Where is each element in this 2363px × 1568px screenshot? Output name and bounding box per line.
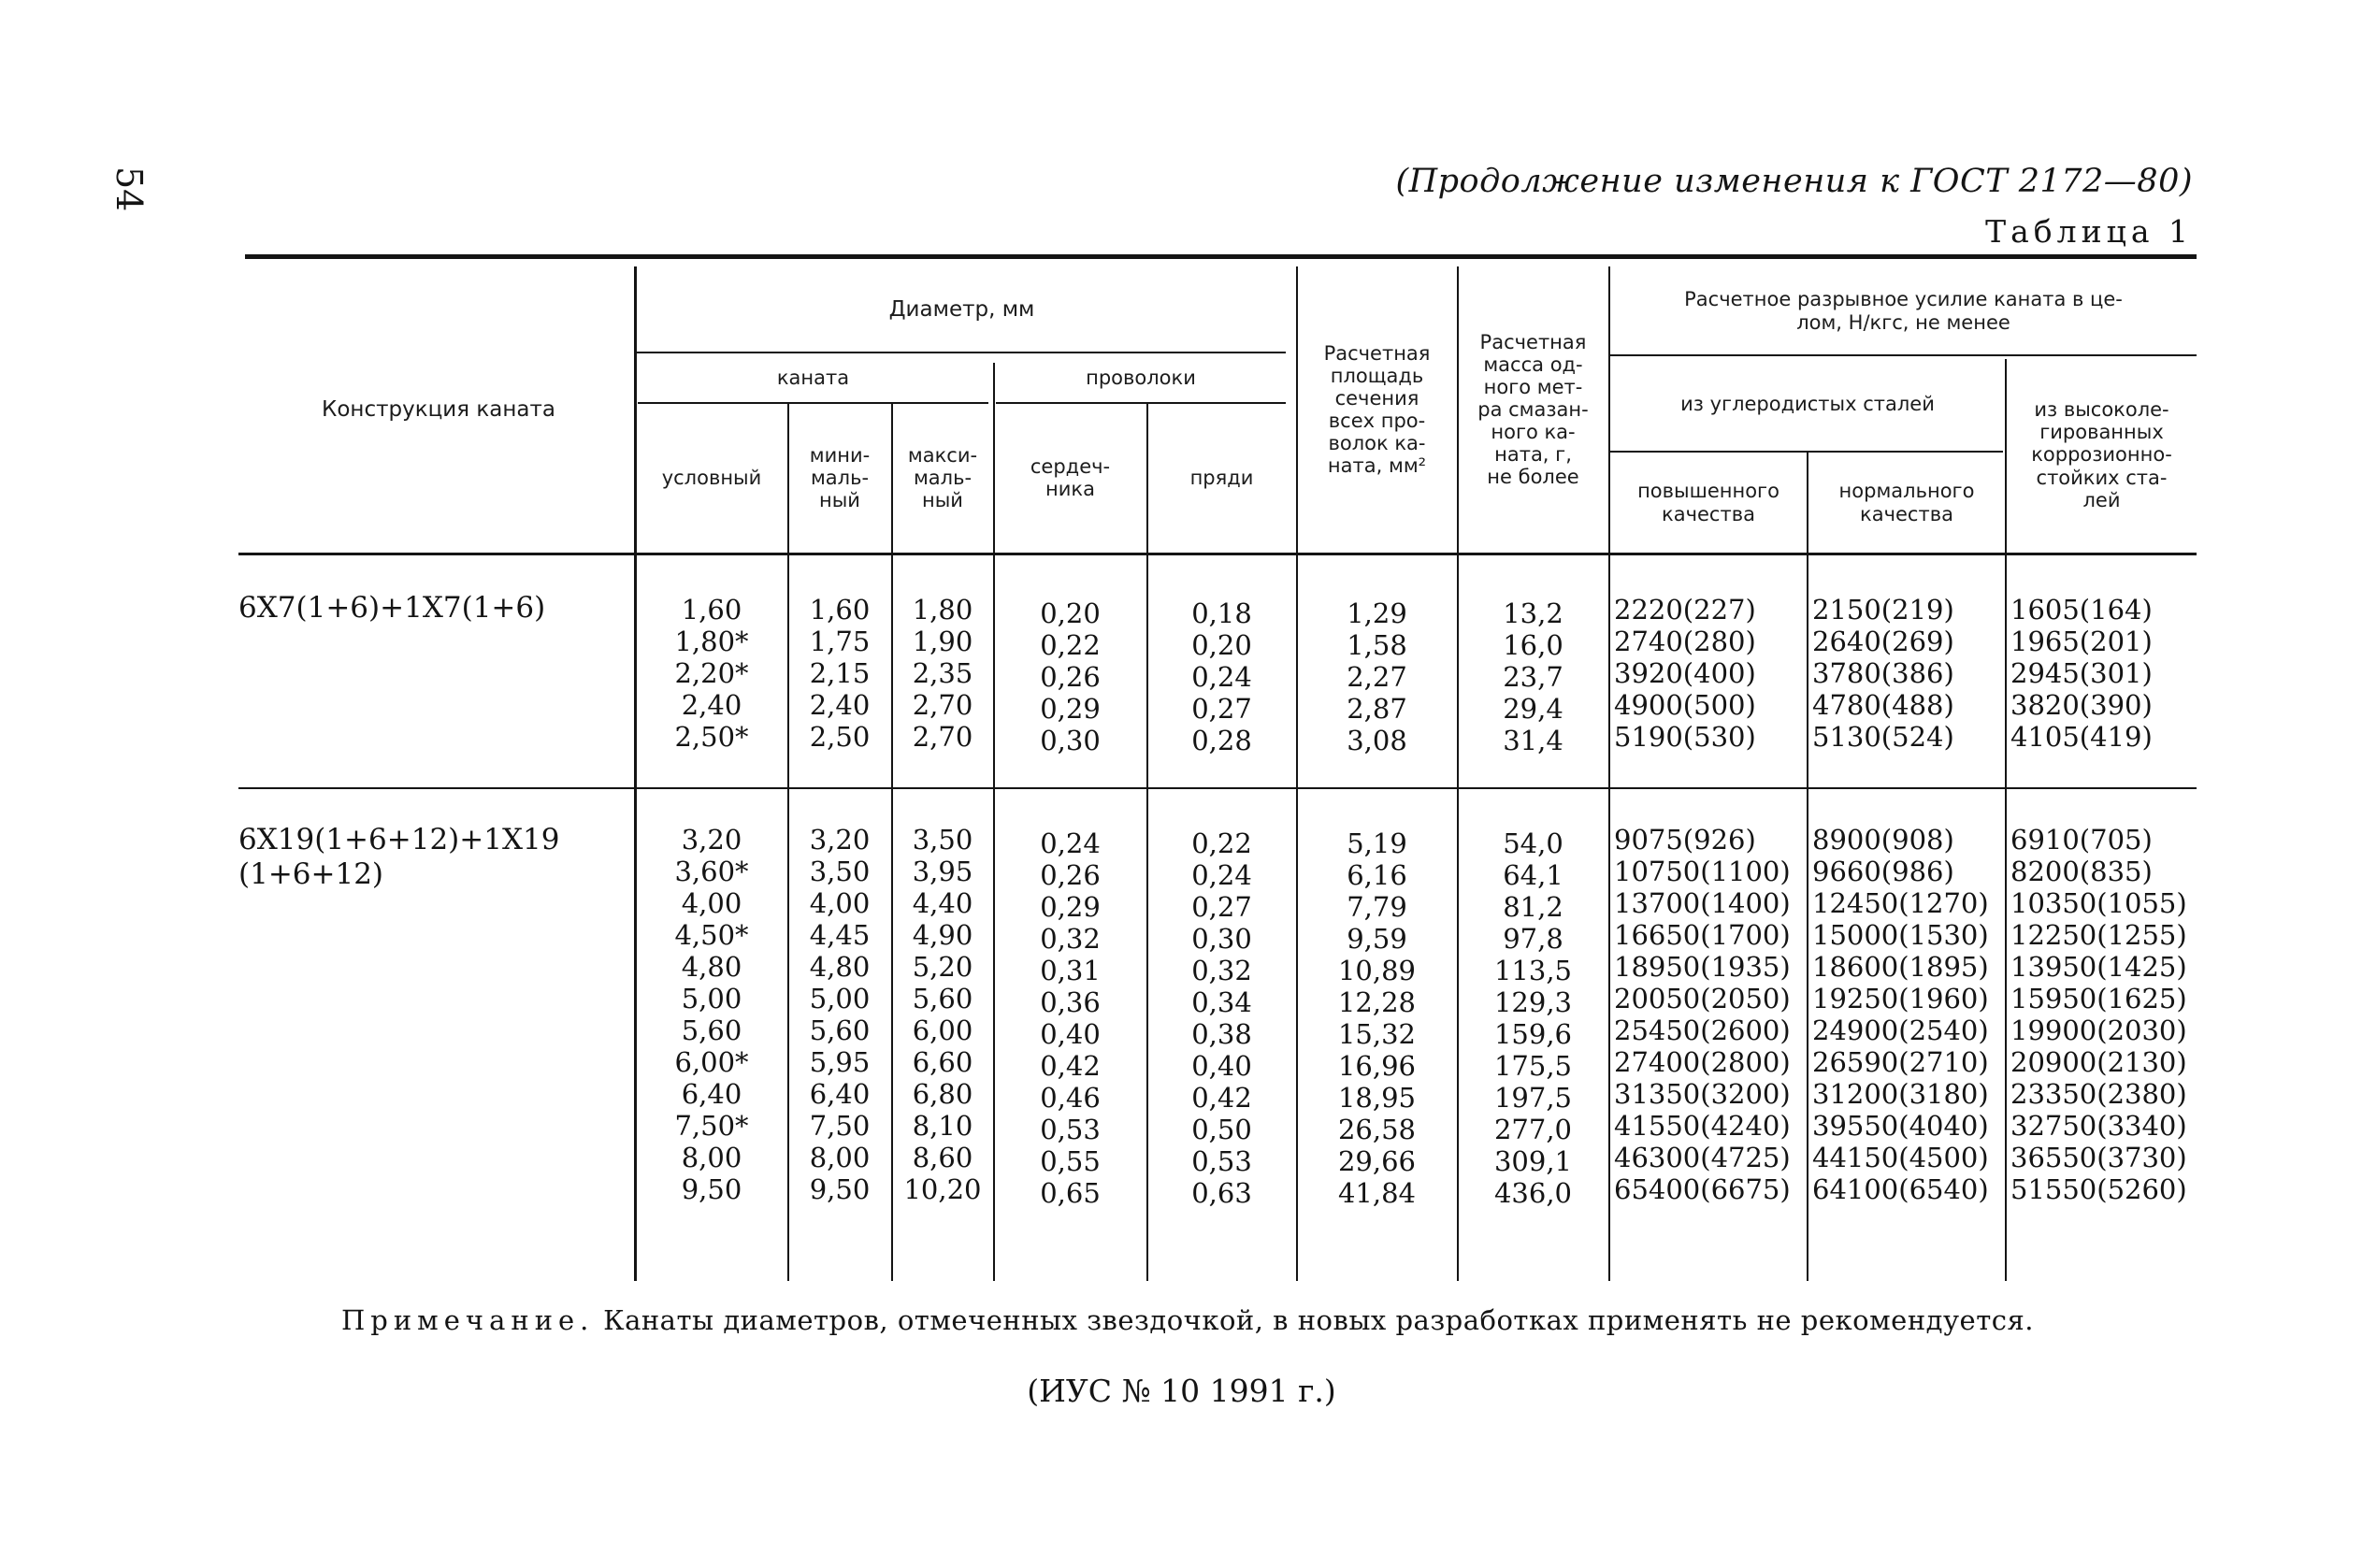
table-cell: 9,50	[681, 1173, 742, 1205]
table-cell: 31350(3200)	[1614, 1078, 1791, 1110]
col-core	[996, 827, 1145, 1209]
col-normal-quality	[1812, 824, 2003, 1205]
table-cell: 1,58	[1347, 629, 1407, 661]
table-cell: 19900(2030)	[2010, 1014, 2187, 1046]
table-cell: 8200(835)	[2010, 856, 2153, 887]
vline	[1457, 266, 1459, 1281]
table-cell: 0,24	[1191, 661, 1252, 693]
col-strand	[1149, 827, 1294, 1209]
rule-diameter	[636, 352, 1286, 353]
table-cell: 2,20*	[674, 657, 749, 689]
col-nominal	[638, 824, 785, 1205]
header-carbon: из углеродистых сталей	[1680, 392, 1935, 415]
table-cell: 2,87	[1347, 693, 1407, 725]
table-cell: 16,96	[1337, 1050, 1417, 1082]
table-cell: 3820(390)	[2010, 689, 2153, 721]
table-cell: 8,00	[809, 1142, 871, 1173]
table-cell: 29,66	[1337, 1145, 1417, 1177]
table-cell: 1,60	[809, 594, 871, 626]
table-cell: 2945(301)	[2010, 657, 2153, 689]
table-cell: 0,24	[1040, 827, 1101, 859]
table-cell: 0,18	[1191, 597, 1252, 629]
rule-wire	[996, 402, 1286, 404]
header-strand: пряди	[1189, 466, 1254, 489]
table-cell: 4,40	[912, 887, 973, 919]
col-mass	[1460, 827, 1607, 1209]
col-core	[996, 597, 1145, 756]
header-diameter: Диаметр, мм	[888, 296, 1035, 322]
table-cell: 0,40	[1040, 1018, 1101, 1050]
table-cell: 0,31	[1040, 955, 1101, 986]
table-cell: 4,90	[912, 919, 973, 951]
table-cell: 9075(926)	[1614, 824, 1756, 856]
continuation-heading: (Продолжение изменения к ГОСТ 2172—80)	[1395, 163, 2193, 200]
table-cell: 6,00*	[674, 1046, 749, 1078]
header-construction: Конструкция каната	[322, 396, 555, 422]
table-cell: 3,95	[912, 856, 973, 887]
table-cell: 1,80*	[674, 626, 749, 657]
table-cell: 5,20	[912, 951, 973, 983]
table-cell: 6910(705)	[2010, 824, 2153, 856]
table-cell: 6,16	[1347, 859, 1407, 891]
table-cell: 4,00	[681, 887, 742, 919]
table-cell: 4,00	[809, 887, 871, 919]
table-cell: 12450(1270)	[1812, 887, 1989, 919]
table-cell: 31200(3180)	[1812, 1078, 1989, 1110]
table-cell: 20050(2050)	[1614, 983, 1791, 1014]
table-cell: 13700(1400)	[1614, 887, 1791, 919]
table-cell: 8,60	[912, 1142, 973, 1173]
col-normal-quality	[1812, 594, 2003, 753]
table-cell: 29,4	[1503, 693, 1563, 725]
table-cell: 5,60	[809, 1014, 871, 1046]
header-nominal: условный	[661, 466, 762, 489]
table-cell: 1,80	[912, 594, 973, 626]
table-cell: 1,90	[912, 626, 973, 657]
col-area	[1299, 827, 1455, 1209]
table-cell: 32750(3340)	[2010, 1110, 2187, 1142]
vline	[891, 404, 893, 1281]
col-alloy	[2010, 824, 2195, 1205]
table-cell: 6,40	[809, 1078, 871, 1110]
table-cell: 64,1	[1503, 859, 1563, 891]
table-cell: 8,10	[912, 1110, 973, 1142]
table-cell: 1,75	[809, 626, 871, 657]
table-cell: 4,50*	[674, 919, 749, 951]
table-cell: 5190(530)	[1614, 721, 1756, 753]
table-cell: 10,89	[1337, 955, 1417, 986]
table-cell: 0,26	[1040, 859, 1101, 891]
table-cell: 4780(488)	[1812, 689, 1954, 721]
footnote-lead: Примечание.	[341, 1304, 595, 1336]
table-cell: 1965(201)	[2010, 626, 2153, 657]
table-cell: 2220(227)	[1614, 594, 1756, 626]
table-cell: 3,50	[809, 856, 871, 887]
rule-force	[1610, 354, 2197, 356]
header-minimal: мини- маль- ный	[809, 443, 871, 512]
table-cell: 26590(2710)	[1812, 1046, 1989, 1078]
table-cell: 0,55	[1040, 1145, 1101, 1177]
table-cell: 10750(1100)	[1614, 856, 1791, 887]
header-mass: Расчетная масса од- ного мет- ра смазан- ного ка- ната, г, не более	[1477, 330, 1589, 489]
table-cell: 3780(386)	[1812, 657, 1954, 689]
table-cell: 36550(3730)	[2010, 1142, 2187, 1173]
table-cell: 5,19	[1347, 827, 1407, 859]
table-cell: 24900(2540)	[1812, 1014, 1989, 1046]
table-cell: 1605(164)	[2010, 594, 2153, 626]
table-cell: 10,20	[903, 1173, 982, 1205]
table-cell: 19250(1960)	[1812, 983, 1989, 1014]
table-cell: 6,00	[912, 1014, 973, 1046]
table-cell: 16650(1700)	[1614, 919, 1791, 951]
table-cell: 0,36	[1040, 986, 1101, 1018]
table-cell: 0,53	[1040, 1114, 1101, 1145]
table-cell: 0,30	[1191, 923, 1252, 955]
table-cell: 2740(280)	[1614, 626, 1756, 657]
table-cell: 64100(6540)	[1812, 1173, 1989, 1205]
table-cell: 15,32	[1337, 1018, 1417, 1050]
table-cell: 18950(1935)	[1614, 951, 1791, 983]
table-cell: 0,20	[1040, 597, 1101, 629]
table-cell: 0,42	[1040, 1050, 1101, 1082]
table-cell: 26,58	[1337, 1114, 1417, 1145]
header-alloy: из высоколе- гированных коррозионно- стойких ста- лей	[2031, 398, 2172, 511]
page-number: 54	[108, 166, 150, 212]
table-cell: 10350(1055)	[2010, 887, 2187, 919]
table-cell: 97,8	[1503, 923, 1563, 955]
table-cell: 2,40	[809, 689, 871, 721]
col-nominal	[638, 594, 785, 753]
table-footnote	[341, 1304, 2034, 1336]
table-cell: 9660(986)	[1812, 856, 1954, 887]
header-bottom-rule	[238, 553, 2197, 555]
table-cell: 51550(5260)	[2010, 1173, 2187, 1205]
table-cell: 13,2	[1503, 597, 1563, 629]
header-rope: каната	[776, 366, 850, 389]
table-cell: 2,50	[809, 721, 871, 753]
table-cell: 2,50*	[674, 721, 749, 753]
table-cell: 0,40	[1191, 1050, 1252, 1082]
construction-label: 6X19(1+6+12)+1X19 (1+6+12)	[238, 823, 560, 892]
table-cell: 129,3	[1493, 986, 1573, 1018]
table-cell: 2,15	[809, 657, 871, 689]
table-cell: 20900(2130)	[2010, 1046, 2187, 1078]
vline	[1608, 266, 1610, 1281]
table-cell: 436,0	[1493, 1177, 1573, 1209]
table-cell: 9,59	[1347, 923, 1407, 955]
col-maximal	[894, 824, 991, 1205]
table-cell: 175,5	[1493, 1050, 1573, 1082]
table-cell: 15950(1625)	[2010, 983, 2187, 1014]
vline	[1296, 266, 1298, 1281]
col-strand	[1149, 597, 1294, 756]
table-cell: 12250(1255)	[2010, 919, 2187, 951]
table-cell: 6,80	[912, 1078, 973, 1110]
table-cell: 8,00	[681, 1142, 742, 1173]
table-cell: 23,7	[1503, 661, 1563, 693]
header-high-quality: повышенного качества	[1637, 480, 1779, 525]
table-cell: 41550(4240)	[1614, 1110, 1791, 1142]
table-cell: 0,30	[1040, 725, 1101, 756]
table-cell: 31,4	[1503, 725, 1563, 756]
table-cell: 5130(524)	[1812, 721, 1954, 753]
table-cell: 13950(1425)	[2010, 951, 2187, 983]
table-cell: 8900(908)	[1812, 824, 1954, 856]
table-cell: 0,28	[1191, 725, 1252, 756]
table-cell: 2,40	[681, 689, 742, 721]
table-cell: 4,45	[809, 919, 871, 951]
header-wire: проволоки	[1086, 366, 1196, 389]
table-cell: 277,0	[1493, 1114, 1573, 1145]
table-cell: 25450(2600)	[1614, 1014, 1791, 1046]
table-cell: 23350(2380)	[2010, 1078, 2187, 1110]
table-cell: 9,50	[809, 1173, 871, 1205]
table-cell: 6,60	[912, 1046, 973, 1078]
table-cell: 4,80	[681, 951, 742, 983]
col-area	[1299, 597, 1455, 756]
table-cell: 3920(400)	[1614, 657, 1756, 689]
table-cell: 5,60	[912, 983, 973, 1014]
table-cell: 0,29	[1040, 891, 1101, 923]
table-cell: 18,95	[1337, 1082, 1417, 1114]
table-cell: 44150(4500)	[1812, 1142, 1989, 1173]
table-cell: 2,70	[912, 721, 973, 753]
table-cell: 1,29	[1347, 597, 1407, 629]
table-cell: 0,38	[1191, 1018, 1252, 1050]
col-minimal	[790, 824, 889, 1205]
col-high-quality	[1614, 824, 1805, 1205]
group-separator	[238, 787, 2197, 789]
table-cell: 39550(4040)	[1812, 1110, 1989, 1142]
table-cell: 4900(500)	[1614, 689, 1756, 721]
table-cell: 7,50*	[674, 1110, 749, 1142]
table-cell: 3,08	[1347, 725, 1407, 756]
table-cell: 5,00	[809, 983, 871, 1014]
table-cell: 4105(419)	[2010, 721, 2153, 753]
col-maximal	[894, 594, 991, 753]
footnote-text: Канаты диаметров, отмеченных звездочкой, в новых разработках применять не рекомендуется.	[603, 1304, 2035, 1336]
ius-reference: (ИУС № 10 1991 г.)	[1027, 1373, 1336, 1409]
table-cell: 2150(219)	[1812, 594, 1954, 626]
table-cell: 1,60	[681, 594, 742, 626]
table-cell: 0,22	[1191, 827, 1252, 859]
header-maximal: макси- маль- ный	[907, 443, 978, 512]
table-cell: 5,95	[809, 1046, 871, 1078]
table-cell: 2,35	[912, 657, 973, 689]
table-cell: 113,5	[1493, 955, 1573, 986]
table-cell: 0,32	[1191, 955, 1252, 986]
table-cell: 0,24	[1191, 859, 1252, 891]
table-cell: 197,5	[1493, 1082, 1573, 1114]
table-cell: 7,50	[809, 1110, 871, 1142]
table-cell: 46300(4725)	[1614, 1142, 1791, 1173]
table-cell: 3,20	[681, 824, 742, 856]
col-minimal	[790, 594, 889, 753]
table-cell: 6,40	[681, 1078, 742, 1110]
table-cell: 0,29	[1040, 693, 1101, 725]
table-cell: 3,20	[809, 824, 871, 856]
table-caption: Таблица 1	[1985, 213, 2193, 250]
table-cell: 0,50	[1191, 1114, 1252, 1145]
col-high-quality	[1614, 594, 1805, 753]
table-cell: 0,53	[1191, 1145, 1252, 1177]
table-cell: 4,80	[809, 951, 871, 983]
table-cell: 0,20	[1191, 629, 1252, 661]
vline	[1146, 404, 1148, 1281]
table-cell: 309,1	[1493, 1145, 1573, 1177]
header-area: Расчетная площадь сечения всех про- волок ка- ната, мм²	[1323, 341, 1431, 478]
table-cell: 0,46	[1040, 1082, 1101, 1114]
vline	[1807, 453, 1808, 1281]
table-cell: 5,00	[681, 983, 742, 1014]
table-cell: 0,26	[1040, 661, 1101, 693]
table-cell: 18600(1895)	[1812, 951, 1989, 983]
table-cell: 0,63	[1191, 1177, 1252, 1209]
table-cell: 0,27	[1191, 891, 1252, 923]
vline	[2005, 359, 2007, 1281]
vline	[634, 266, 637, 1281]
table-cell: 65400(6675)	[1614, 1173, 1791, 1205]
table-cell: 5,60	[681, 1014, 742, 1046]
table-cell: 3,50	[912, 824, 973, 856]
construction-label: 6X7(1+6)+1X7(1+6)	[238, 591, 546, 625]
vline	[993, 363, 995, 1281]
table-cell: 0,27	[1191, 693, 1252, 725]
table-cell: 3,60*	[674, 856, 749, 887]
table-top-rule	[245, 254, 2197, 259]
header-force: Расчетное разрывное усилие каната в це- лом, Н/кгс, не менее	[1684, 288, 2123, 334]
table-cell: 0,65	[1040, 1177, 1101, 1209]
table-cell: 7,79	[1347, 891, 1407, 923]
rule-rope	[638, 402, 988, 404]
table-cell: 0,34	[1191, 986, 1252, 1018]
header-normal-quality: нормального качества	[1838, 480, 1975, 525]
table-cell: 0,22	[1040, 629, 1101, 661]
table-cell: 2,27	[1347, 661, 1407, 693]
col-alloy	[2010, 594, 2195, 753]
table-cell: 54,0	[1503, 827, 1563, 859]
table-cell: 0,32	[1040, 923, 1101, 955]
table-cell: 41,84	[1337, 1177, 1417, 1209]
table-cell: 16,0	[1503, 629, 1563, 661]
table-cell: 2640(269)	[1812, 626, 1954, 657]
vline	[787, 404, 789, 1281]
header-core: сердеч- ника	[1030, 454, 1111, 500]
col-mass	[1460, 597, 1607, 756]
table-cell: 27400(2800)	[1614, 1046, 1791, 1078]
table-cell: 159,6	[1493, 1018, 1573, 1050]
table-cell: 0,42	[1191, 1082, 1252, 1114]
table-cell: 12,28	[1337, 986, 1417, 1018]
table-cell: 81,2	[1503, 891, 1563, 923]
table-cell: 2,70	[912, 689, 973, 721]
table-cell: 15000(1530)	[1812, 919, 1989, 951]
